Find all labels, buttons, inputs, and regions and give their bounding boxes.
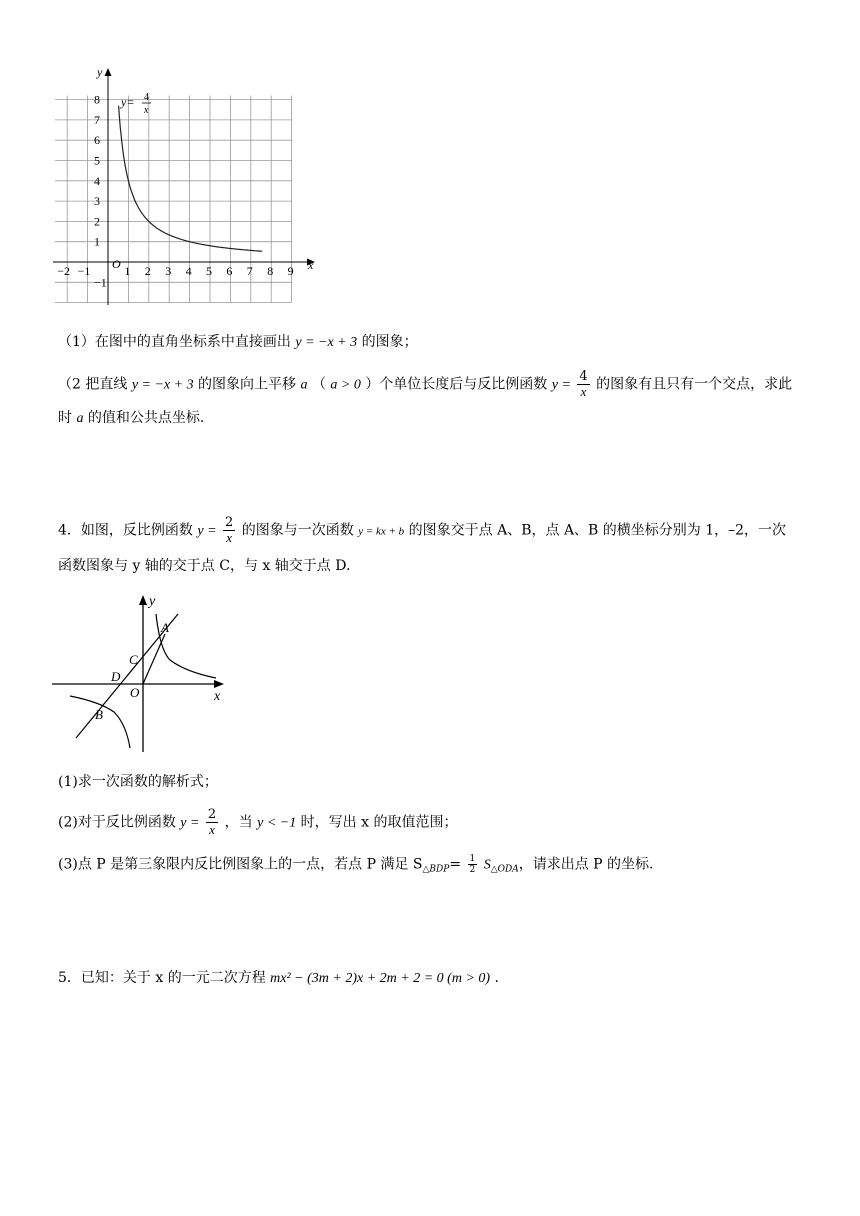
q3-part2-text-d: ）个单位长度后与反比例函数 [365,376,548,393]
q3-part2-line2-var: a [76,411,84,426]
x-tick-label: 7 [246,264,253,278]
x-tick-label: 8 [267,264,274,278]
q4-part3-subscript-1: △BDP [422,864,450,875]
q3-part2-line2-b: 的值和公共点坐标. [87,410,205,426]
x-tick-label: 5 [206,264,212,278]
q4-text-a: 4．如图，反比例函数 [58,522,193,539]
y-tick-label: 3 [94,194,100,209]
fraction-denominator: x [226,530,233,545]
q4-part2-condition: y < −1 [257,815,297,831]
y-axis-label: y [97,65,103,79]
x-tick-label: −2 [57,264,70,278]
q5-text-b: . [494,970,499,986]
fraction-denominator: x [580,384,587,399]
q4-line2: 函数图象与 y 轴的交于点 C，与 x 轴交于点 D. [58,558,351,574]
q4-part2-fraction [206,808,218,837]
q4-part3-equals: = [449,856,462,873]
x-tick-label: 2 [144,264,151,278]
x-tick-labels [57,264,293,278]
q4-part3-text-b: ，请求出点 P 的坐标. [518,856,654,873]
fraction-numerator: 2 [207,807,217,822]
y-axis-arrow [105,68,112,76]
x-tick-label: 4 [185,264,192,278]
q4-text-c: 的图象交于点 A、B，点 A、B 的横坐标分别为 1，–2，一次 [408,522,787,539]
q3-part2-line2 [58,408,204,429]
y-tick-label: 4 [94,173,100,188]
q5-text-a: 5．已知：关于 x 的一元二次方程 [58,970,266,986]
y-tick-label: 1 [94,234,100,249]
y-tick-labels [94,93,107,290]
q4-fraction [223,516,235,545]
curve-label-num: 4 [144,92,149,103]
q4-part2 [58,808,457,837]
x-tick-label: 3 [165,264,172,278]
q3-part2-fn-lhs: y = [551,377,571,393]
x-tick-label: 1 [124,264,131,278]
q5-line [58,968,499,989]
q4-part3-fraction [468,854,478,875]
q3-part1-text-a: （1）在图中的直角坐标系中直接画出 [58,334,291,350]
x-axis-label: x [214,689,221,704]
point-label-C: C [129,652,138,667]
grid [55,96,292,303]
figure-1-graph [45,60,335,305]
y-axis-label: y [149,594,156,609]
q5-equation: mx² − (3m + 2)x + 2m + 2 = 0 (m > 0) [270,971,491,986]
q3-part1-text-b: 的图象； [361,334,418,350]
q4-fn-lhs: y = [197,523,217,539]
y-tick-label: 7 [94,112,100,127]
fraction-numerator: 1 [469,854,476,864]
figure-2-graph [48,590,238,758]
q4-part2-text-c: 时，写出 x 的取值范围； [300,814,458,831]
fraction-denominator: x [209,822,215,837]
y-axis-arrow [139,595,147,605]
q3-part2-text-e: 的图象有且只有一个交点，求此 [596,376,793,393]
x-axis-label: x [308,258,314,272]
q3-part2-line1 [58,370,792,399]
curve-label-den: x [144,105,149,116]
q4-part2-fn-lhs: y = [180,815,200,831]
q3-part2-equation: y = −x + 3 [131,377,194,393]
y-tick-label: 2 [94,214,100,229]
y-tick-label: 8 [94,92,100,107]
curve-label-lhs: y= [121,95,135,109]
q3-part1-equation: y = −x + 3 [295,335,358,350]
x-tick-label: 9 [287,264,294,278]
x-tick-label: −1 [77,264,91,278]
q4-part1: (1)求一次函数的解析式； [58,774,218,790]
q3-part2-fraction [577,370,589,399]
q4-line1 [58,516,786,545]
y-tick-label: −1 [94,275,107,290]
q4-part3-text-a: (3)点 P 是第三象限内反比例图象上的一点，若点 P 满足 S [58,856,423,873]
q4-part2-text-b: ，当 [224,814,253,831]
q4-part3-subscript-2: △ODA [490,864,519,875]
segment-OA [143,634,165,684]
x-tick-label: 6 [226,264,233,278]
q4-part3-s2: S [483,857,491,873]
q3-part2-text-b: 的图象向上平移 [198,376,297,393]
fraction-numerator: 4 [579,369,588,384]
q4-linear-equation: y = kx + b [358,525,405,538]
hyperbola-branch-quadrant-3 [70,696,130,748]
q4-part2-text-a: (2)对于反比例函数 [58,814,176,831]
curve-y-4-over-x [119,106,263,252]
x-axis-arrow [214,680,224,688]
fraction-numerator: 2 [225,515,234,530]
q4-part3 [58,854,654,880]
q4-text-b: 的图象与一次函数 [241,522,354,539]
q3-part2-var-a: a [300,377,308,393]
q3-part2-text-c: （ [311,376,326,393]
point-label-D: D [111,669,121,684]
point-label-A: A [161,620,169,635]
q3-part2-condition: a > 0 [330,377,361,393]
q3-part2-line2-a: 时 [58,410,72,426]
origin-label: O [112,257,121,271]
q3-part2-text-a: （2 把直线 [58,376,128,393]
y-tick-label: 6 [94,133,100,148]
q3-part1 [58,332,418,353]
y-tick-label: 5 [94,153,100,168]
point-label-B: B [95,707,103,722]
fraction-denominator: 2 [469,865,476,875]
point-label-O: O [130,685,140,700]
